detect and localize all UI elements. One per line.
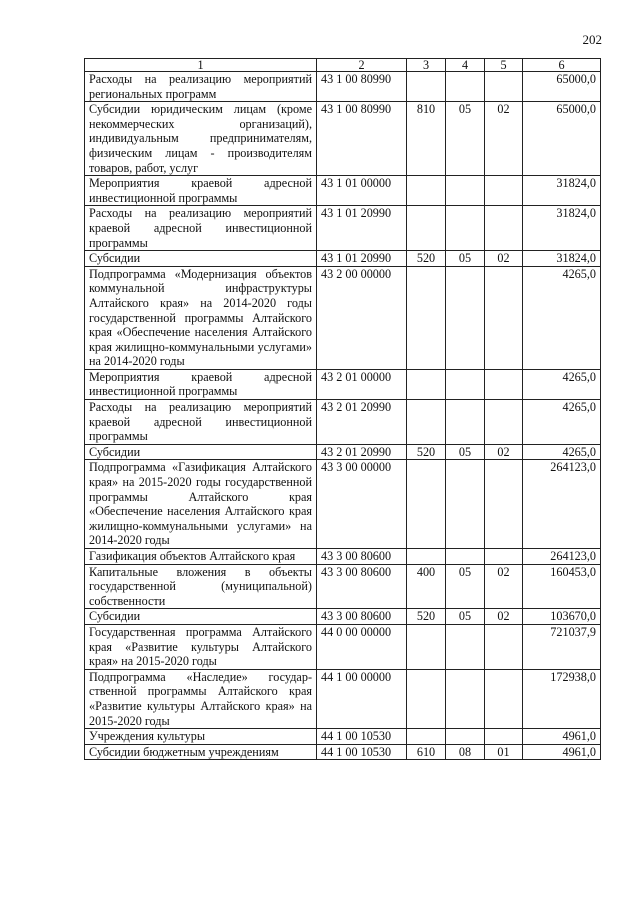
row-amount-cell: 31824,0 bbox=[523, 176, 601, 206]
row-amount-cell: 264123,0 bbox=[523, 549, 601, 565]
row-section-cell bbox=[446, 176, 485, 206]
row-section-cell bbox=[446, 549, 485, 565]
row-subsection-cell bbox=[485, 549, 523, 565]
row-section-cell: 05 bbox=[446, 251, 485, 267]
row-name-cell: Субсидии bbox=[85, 444, 317, 460]
row-subsection-cell: 02 bbox=[485, 102, 523, 176]
row-expense-type-cell bbox=[407, 400, 446, 445]
table-row bbox=[85, 564, 601, 609]
row-name-cell: Подпрограмма «Газификация Алтайского края» на 2015-2020 годы государственной программы Алтайского края «Обеспечение населения Алтайского края жилищно-коммунальными услугами» на 2014-2020 годы bbox=[85, 460, 317, 549]
row-name-cell: Расходы на реализацию мероприятий краевой адресной инвестиционной программы bbox=[85, 206, 317, 251]
row-name-cell: Мероприятия краевой адресной инвестиционной программы bbox=[85, 176, 317, 206]
page-number: 202 bbox=[582, 32, 602, 47]
row-expense-type-cell bbox=[407, 176, 446, 206]
header-row bbox=[85, 59, 601, 72]
row-expense-type-cell bbox=[407, 369, 446, 399]
row-code-cell: 43 1 00 80990 bbox=[317, 72, 407, 102]
row-section-cell: 08 bbox=[446, 744, 485, 760]
row-name-cell: Государственная программа Алтайского края «Развитие культуры Алтайского края» на 2015-2020 годы bbox=[85, 624, 317, 669]
row-subsection-cell bbox=[485, 369, 523, 399]
row-code-cell: 43 2 01 20990 bbox=[317, 400, 407, 445]
row-code-cell: 43 1 01 20990 bbox=[317, 251, 407, 267]
row-code-cell: 43 3 00 80600 bbox=[317, 609, 407, 625]
row-name-cell: Субсидии бюджетным учреждениям bbox=[85, 744, 317, 760]
row-subsection-cell bbox=[485, 400, 523, 445]
row-amount-cell: 160453,0 bbox=[523, 564, 601, 609]
row-section-cell bbox=[446, 369, 485, 399]
table-row bbox=[85, 669, 601, 728]
table-row bbox=[85, 624, 601, 669]
row-name-cell: Учреждения культуры bbox=[85, 729, 317, 745]
row-code-cell: 43 1 01 00000 bbox=[317, 176, 407, 206]
row-code-cell: 43 3 00 80600 bbox=[317, 564, 407, 609]
row-subsection-cell bbox=[485, 669, 523, 728]
table-row bbox=[85, 460, 601, 549]
budget-table bbox=[84, 58, 601, 760]
row-subsection-cell bbox=[485, 176, 523, 206]
row-amount-cell: 4265,0 bbox=[523, 400, 601, 445]
row-name-cell: Расходы на реализацию мероприятий краевой адресной инвестиционной программы bbox=[85, 400, 317, 445]
row-name-cell: Субсидии bbox=[85, 251, 317, 267]
row-subsection-cell bbox=[485, 266, 523, 369]
table-row bbox=[85, 444, 601, 460]
row-expense-type-cell bbox=[407, 549, 446, 565]
row-section-cell bbox=[446, 72, 485, 102]
row-name-cell: Субсидии bbox=[85, 609, 317, 625]
row-expense-type-cell bbox=[407, 72, 446, 102]
row-amount-cell: 4961,0 bbox=[523, 744, 601, 760]
column-header: 4 bbox=[446, 59, 485, 72]
row-section-cell bbox=[446, 206, 485, 251]
table-row bbox=[85, 102, 601, 176]
column-header: 6 bbox=[523, 59, 601, 72]
row-amount-cell: 65000,0 bbox=[523, 102, 601, 176]
row-section-cell: 05 bbox=[446, 564, 485, 609]
row-amount-cell: 4265,0 bbox=[523, 369, 601, 399]
row-name-cell: Субсидии юридическим лицам (кроме некоммерческих организаций), индивидуальным предпринимателям, физическим лицам - производителям товаров, работ, услуг bbox=[85, 102, 317, 176]
row-amount-cell: 172938,0 bbox=[523, 669, 601, 728]
column-header: 3 bbox=[407, 59, 446, 72]
row-expense-type-cell: 810 bbox=[407, 102, 446, 176]
row-expense-type-cell bbox=[407, 624, 446, 669]
row-name-cell: Капитальные вложения в объекты государственной (муниципальной) собственности bbox=[85, 564, 317, 609]
row-code-cell: 43 3 00 00000 bbox=[317, 460, 407, 549]
row-expense-type-cell bbox=[407, 729, 446, 745]
table-row bbox=[85, 744, 601, 760]
table-row bbox=[85, 206, 601, 251]
row-subsection-cell bbox=[485, 624, 523, 669]
table-row bbox=[85, 609, 601, 625]
row-amount-cell: 31824,0 bbox=[523, 206, 601, 251]
table-row bbox=[85, 400, 601, 445]
row-code-cell: 44 1 00 00000 bbox=[317, 669, 407, 728]
row-section-cell bbox=[446, 266, 485, 369]
row-expense-type-cell: 520 bbox=[407, 444, 446, 460]
row-expense-type-cell bbox=[407, 266, 446, 369]
row-expense-type-cell: 400 bbox=[407, 564, 446, 609]
row-code-cell: 44 1 00 10530 bbox=[317, 744, 407, 760]
row-section-cell: 05 bbox=[446, 102, 485, 176]
row-code-cell: 43 3 00 80600 bbox=[317, 549, 407, 565]
row-subsection-cell bbox=[485, 729, 523, 745]
table-row bbox=[85, 176, 601, 206]
column-header: 2 bbox=[317, 59, 407, 72]
row-subsection-cell bbox=[485, 72, 523, 102]
row-code-cell: 44 1 00 10530 bbox=[317, 729, 407, 745]
row-expense-type-cell bbox=[407, 460, 446, 549]
row-amount-cell: 4265,0 bbox=[523, 444, 601, 460]
row-expense-type-cell bbox=[407, 669, 446, 728]
row-amount-cell: 721037,9 bbox=[523, 624, 601, 669]
row-code-cell: 43 1 01 20990 bbox=[317, 206, 407, 251]
column-header: 1 bbox=[85, 59, 317, 72]
row-amount-cell: 31824,0 bbox=[523, 251, 601, 267]
row-code-cell: 43 1 00 80990 bbox=[317, 102, 407, 176]
row-amount-cell: 264123,0 bbox=[523, 460, 601, 549]
table-row bbox=[85, 72, 601, 102]
row-subsection-cell: 01 bbox=[485, 744, 523, 760]
row-subsection-cell bbox=[485, 460, 523, 549]
row-name-cell: Газификация объектов Алтайского края bbox=[85, 549, 317, 565]
row-name-cell: Мероприятия краевой адресной инвестиционной программы bbox=[85, 369, 317, 399]
row-subsection-cell: 02 bbox=[485, 444, 523, 460]
row-name-cell: Расходы на реализацию мероприятий региональных программ bbox=[85, 72, 317, 102]
row-subsection-cell: 02 bbox=[485, 564, 523, 609]
row-code-cell: 43 2 00 00000 bbox=[317, 266, 407, 369]
row-section-cell bbox=[446, 729, 485, 745]
row-name-cell: Подпрограмма «Наследие» государственной программы Алтайского края «Развитие культуры Алтайского края» на 2015-2020 годы bbox=[85, 669, 317, 728]
table-row bbox=[85, 549, 601, 565]
row-expense-type-cell: 520 bbox=[407, 251, 446, 267]
row-subsection-cell: 02 bbox=[485, 251, 523, 267]
row-expense-type-cell bbox=[407, 206, 446, 251]
table-row bbox=[85, 729, 601, 745]
row-code-cell: 44 0 00 00000 bbox=[317, 624, 407, 669]
table-body bbox=[85, 72, 601, 760]
row-section-cell bbox=[446, 669, 485, 728]
row-section-cell bbox=[446, 460, 485, 549]
row-name-cell: Подпрограмма «Модернизация объектов коммунальной инфраструктуры Алтайского края» на 2014-2020 годы государственной программы Алтайского края «Обеспечение населения Алтайского края жилищно-коммунальными услугами» на 2014-2020 годы bbox=[85, 266, 317, 369]
table-row bbox=[85, 266, 601, 369]
row-subsection-cell: 02 bbox=[485, 609, 523, 625]
row-subsection-cell bbox=[485, 206, 523, 251]
row-section-cell bbox=[446, 400, 485, 445]
row-code-cell: 43 2 01 00000 bbox=[317, 369, 407, 399]
row-expense-type-cell: 520 bbox=[407, 609, 446, 625]
row-section-cell: 05 bbox=[446, 609, 485, 625]
table-row bbox=[85, 251, 601, 267]
row-code-cell: 43 2 01 20990 bbox=[317, 444, 407, 460]
row-expense-type-cell: 610 bbox=[407, 744, 446, 760]
table-row bbox=[85, 369, 601, 399]
row-amount-cell: 4961,0 bbox=[523, 729, 601, 745]
row-amount-cell: 65000,0 bbox=[523, 72, 601, 102]
row-section-cell: 05 bbox=[446, 444, 485, 460]
row-amount-cell: 4265,0 bbox=[523, 266, 601, 369]
row-amount-cell: 103670,0 bbox=[523, 609, 601, 625]
column-header: 5 bbox=[485, 59, 523, 72]
row-section-cell bbox=[446, 624, 485, 669]
